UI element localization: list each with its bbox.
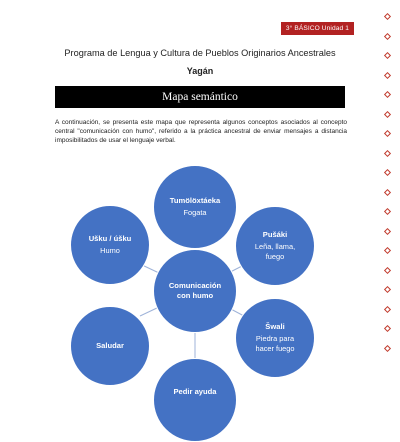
- node-term: Ušku / úšku: [88, 234, 132, 243]
- unit-badge: 3° BÁSICO Unidad 1: [281, 22, 354, 35]
- map-node-fogata: [153, 165, 237, 249]
- node-term: Pedir ayuda: [173, 387, 217, 396]
- map-node-fuego: [235, 206, 315, 286]
- node-meaning: Humo: [100, 246, 120, 255]
- node-meaning: Leña, llama, fuego: [254, 242, 296, 261]
- node-meaning: Piedra para hacer fuego: [255, 334, 295, 353]
- node-term: Pušáki: [262, 230, 288, 239]
- map-node-pedir-ayuda: [153, 358, 237, 442]
- center-term: Comunicación con humo: [168, 281, 222, 300]
- node-meaning: Fogata: [183, 208, 207, 217]
- page-title: Programa de Lengua y Cultura de Pueblos Originarios Ancestrales: [64, 48, 336, 58]
- page-subtitle: Yagán: [186, 66, 214, 76]
- node-term: Tumölöxtáeka: [169, 196, 221, 205]
- intro-paragraph: A continuación, se presenta este mapa que representa algunos conceptos asociados al concepto central "comunicación con humo", referido a la práctica ancestral de enviar mensajes a distancia imposibilitados de usar el lenguaje verbal.: [55, 119, 347, 144]
- node-term: Saludar: [96, 341, 124, 350]
- section-heading: Mapa semántico: [55, 86, 345, 108]
- map-center-node: [153, 249, 237, 333]
- map-node-piedra: [235, 298, 315, 378]
- node-term: Šwali: [265, 322, 285, 331]
- map-node-humo: [70, 205, 150, 285]
- map-node-saludar: [70, 306, 150, 386]
